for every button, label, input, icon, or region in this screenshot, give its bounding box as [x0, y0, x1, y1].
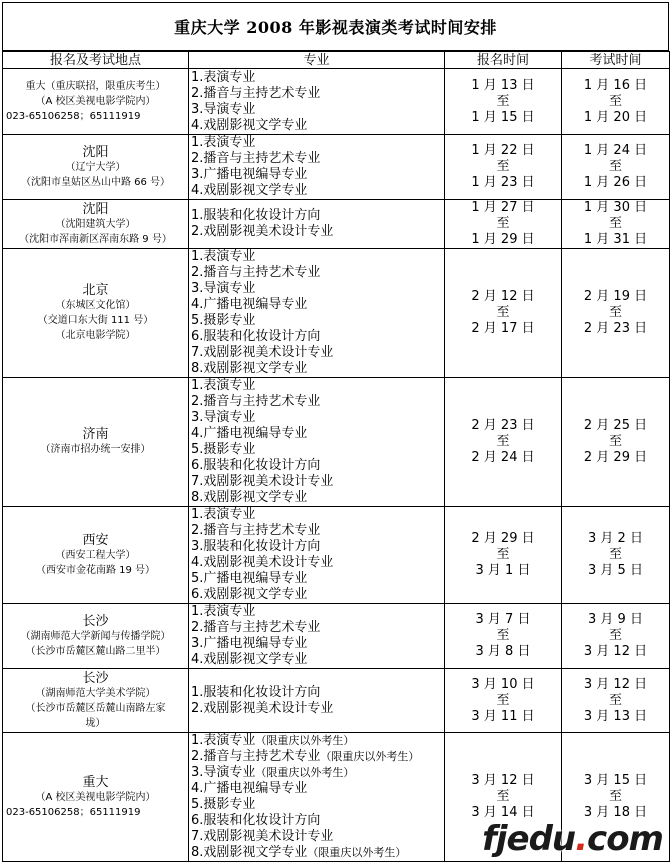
table-row — [3, 507, 670, 604]
date-separator: 至 — [608, 93, 622, 109]
exam-date-cell — [562, 69, 670, 135]
date-value: 3 月 15 日 — [583, 773, 648, 788]
date-separator: 至 — [608, 216, 622, 231]
location-detail: （东城区文化馆） — [55, 300, 136, 311]
major-item: 1.表演专业（限重庆以外考生） — [191, 733, 355, 748]
major-item: 1.表演专业 — [191, 507, 256, 522]
major-item: 2.戏剧影视美术设计专业 — [191, 224, 334, 239]
date-separator: 至 — [496, 692, 510, 708]
date-separator: 至 — [608, 159, 622, 174]
date-value: 1 月 29 日 — [471, 232, 535, 247]
date-value: 1 月 23 日 — [471, 175, 535, 190]
exam-date-cell — [562, 200, 670, 249]
location-cell — [3, 669, 189, 733]
major-item: 3.导演专业（限重庆以外考生） — [191, 765, 355, 780]
location-city: 沈阳 — [82, 201, 109, 217]
date-value: 1 月 31 日 — [583, 232, 648, 247]
date-separator: 至 — [496, 628, 510, 643]
table-row — [3, 669, 670, 733]
date-separator: 至 — [608, 305, 622, 320]
major-item: 4.戏剧影视文学专业 — [191, 183, 308, 198]
location-city: 北京 — [82, 283, 109, 298]
major-note: （限重庆以外考生） — [320, 750, 420, 763]
location-city: 西安 — [82, 532, 109, 548]
date-separator: 至 — [496, 305, 510, 320]
major-note: （限重庆以外考生） — [255, 766, 355, 779]
header-major: 专业 — [189, 52, 445, 69]
date-separator: 至 — [608, 628, 622, 643]
major-cell — [189, 249, 445, 378]
major-item: 2.播音与主持艺术专业 — [191, 394, 321, 409]
major-cell — [189, 378, 445, 507]
date-value: 1 月 15 日 — [471, 109, 535, 125]
date-value: 2 月 12 日 — [471, 289, 535, 304]
date-value: 2 月 19 日 — [583, 289, 648, 304]
location-detail: （沈阳市浑南新区浑南东路 9 号） — [19, 233, 172, 245]
date-value: 3 月 2 日 — [588, 531, 643, 546]
date-value: 3 月 12 日 — [583, 676, 648, 692]
major-item: 3.导演专业 — [191, 281, 256, 296]
major-item: 3.服装和化妆设计方向 — [191, 539, 321, 554]
date-value: 2 月 17 日 — [471, 321, 535, 336]
location-cell — [3, 507, 189, 604]
major-item: 3.广播电视编导专业 — [191, 167, 308, 182]
major-item: 1.表演专业 — [191, 378, 256, 393]
major-item: 2.播音与主持艺术专业 — [191, 151, 321, 166]
major-cell — [189, 69, 445, 135]
date-separator: 至 — [496, 434, 510, 449]
major-item: 5.摄影专业 — [191, 797, 256, 812]
major-item: 3.广播电视编导专业 — [191, 636, 308, 651]
location-detail: 023-65106258；65111919 — [6, 111, 141, 122]
major-item: 7.戏剧影视美术设计专业 — [191, 345, 334, 360]
major-item: 2.戏剧影视美术设计专业 — [191, 700, 334, 716]
header-exam-time: 考试时间 — [562, 52, 670, 69]
major-cell — [189, 604, 445, 669]
location-detail: （济南市招办统一安排） — [40, 444, 151, 455]
date-value: 3 月 14 日 — [471, 805, 535, 820]
major-item: 3.导演专业 — [191, 101, 256, 117]
major-item: 2.播音与主持艺术专业 — [191, 85, 321, 101]
schedule-table — [2, 51, 670, 862]
date-value: 2 月 24 日 — [471, 450, 535, 465]
location-detail: （长沙市岳麓区岳麓山南路左家 — [25, 702, 166, 714]
major-item: 4.戏剧影视文学专业 — [191, 652, 308, 667]
table-row — [3, 604, 670, 669]
major-item: 6.服装和化妆设计方向 — [191, 458, 321, 473]
date-value: 1 月 16 日 — [583, 77, 648, 93]
location-city: 济南 — [82, 427, 109, 442]
date-separator: 至 — [496, 93, 510, 109]
major-cell — [189, 135, 445, 200]
location-cell — [3, 135, 189, 200]
major-item: 5.广播电视编导专业 — [191, 571, 308, 586]
major-cell — [189, 200, 445, 249]
table-row — [3, 249, 670, 378]
exam-date-cell — [562, 378, 670, 507]
registration-date-cell — [445, 69, 562, 135]
registration-date-cell — [445, 200, 562, 249]
major-cell — [189, 507, 445, 604]
header-location: 报名及考试地点 — [3, 52, 189, 69]
location-detail: 023-65106258；65111919 — [6, 806, 141, 818]
location-detail: （西安工程大学） — [55, 549, 136, 561]
major-item: 4.戏剧影视美术设计专业 — [191, 555, 334, 570]
location-detail: 垅） — [85, 717, 106, 729]
major-item: 4.广播电视编导专业 — [191, 297, 308, 312]
major-item: 4.戏剧影视文学专业 — [191, 117, 308, 133]
major-item: 1.表演专业 — [191, 69, 256, 85]
date-value: 1 月 13 日 — [471, 77, 535, 93]
table-row — [3, 378, 670, 507]
date-value: 2 月 25 日 — [583, 418, 648, 433]
location-detail: （湖南师范大学美术学院） — [35, 687, 156, 699]
location-city: 长沙 — [82, 670, 109, 686]
table-row — [3, 69, 670, 135]
major-item: 1.表演专业 — [191, 135, 256, 150]
date-value: 1 月 26 日 — [583, 175, 648, 190]
registration-date-cell — [445, 135, 562, 200]
date-value: 2 月 23 日 — [471, 418, 535, 433]
exam-date-cell — [562, 135, 670, 200]
location-cell — [3, 69, 189, 135]
exam-date-cell — [562, 249, 670, 378]
location-cell — [3, 200, 189, 249]
title-text: 重庆大学 2008 年影视表演类考试时间安排 — [174, 18, 497, 37]
location-detail: （交道口东大街 111 号） — [37, 315, 154, 326]
date-value: 3 月 13 日 — [583, 708, 648, 724]
schedule-sheet — [2, 2, 669, 862]
location-city: 长沙 — [82, 613, 109, 629]
date-value: 1 月 22 日 — [471, 143, 535, 158]
registration-date-cell — [445, 378, 562, 507]
major-item: 7.戏剧影视美术设计专业 — [191, 829, 334, 844]
date-separator: 至 — [608, 789, 622, 804]
date-value: 3 月 18 日 — [583, 805, 648, 820]
date-value: 3 月 5 日 — [588, 563, 643, 578]
table-row — [3, 200, 670, 249]
major-item: 1.服装和化妆设计方向 — [191, 208, 321, 223]
major-item: 2.播音与主持艺术专业 — [191, 620, 321, 635]
major-item: 2.播音与主持艺术专业（限重庆以外考生） — [191, 749, 420, 764]
date-value: 2 月 29 日 — [583, 450, 648, 465]
location-detail: （北京电影学院） — [55, 330, 136, 341]
date-value: 3 月 9 日 — [588, 612, 643, 627]
exam-date-cell — [562, 604, 670, 669]
location-detail: （A 校区美视电影学院内） — [35, 96, 156, 107]
exam-date-cell — [562, 669, 670, 733]
date-separator: 至 — [496, 547, 510, 562]
major-item: 5.摄影专业 — [191, 442, 256, 457]
table-row — [3, 135, 670, 200]
location-detail: （西安市金花南路 19 号） — [35, 564, 156, 576]
location-detail: （湖南师范大学新闻与传播学院） — [20, 630, 171, 642]
registration-date-cell — [445, 249, 562, 378]
site-watermark: fjedu.com — [482, 819, 663, 859]
registration-date-cell — [445, 507, 562, 604]
major-item: 8.戏剧影视文学专业（限重庆以外考生） — [191, 845, 407, 860]
date-value: 3 月 1 日 — [475, 563, 531, 578]
major-item: 1.服装和化妆设计方向 — [191, 684, 321, 700]
major-item: 5.摄影专业 — [191, 313, 256, 328]
major-item: 7.戏剧影视美术设计专业 — [191, 474, 334, 489]
major-item: 4.广播电视编导专业 — [191, 781, 308, 796]
date-separator: 至 — [496, 159, 510, 174]
major-item: 6.服装和化妆设计方向 — [191, 329, 321, 344]
location-detail: （沈阳建筑大学） — [55, 218, 136, 230]
major-cell — [189, 733, 445, 862]
location-cell — [3, 378, 189, 507]
date-separator: 至 — [496, 789, 510, 804]
sheet-title — [2, 2, 669, 51]
major-item: 1.表演专业 — [191, 249, 256, 264]
date-separator: 至 — [496, 216, 510, 231]
schedule-body — [3, 69, 670, 862]
exam-date-cell — [562, 507, 670, 604]
date-value: 1 月 20 日 — [583, 109, 648, 125]
date-value: 2 月 29 日 — [471, 531, 535, 546]
date-separator: 至 — [608, 434, 622, 449]
header-row — [3, 52, 670, 69]
location-detail: （辽宁大学） — [65, 161, 126, 173]
location-detail: 重大（重庆联招，限重庆考生） — [25, 81, 166, 92]
major-item: 6.戏剧影视文学专业 — [191, 587, 308, 602]
date-separator: 至 — [608, 692, 622, 708]
date-value: 3 月 10 日 — [471, 676, 535, 692]
date-separator: 至 — [608, 547, 622, 562]
major-note: （限重庆以外考生） — [255, 734, 355, 747]
location-detail: （沈阳市皇姑区丛山中路 66 号） — [20, 176, 171, 188]
registration-date-cell — [445, 604, 562, 669]
major-note: （限重庆以外考生） — [307, 846, 407, 859]
location-detail: （长沙市岳麓区麓山路二里半） — [25, 645, 166, 657]
date-value: 3 月 8 日 — [475, 644, 531, 659]
registration-date-cell — [445, 669, 562, 733]
date-value: 2 月 23 日 — [583, 321, 648, 336]
location-cell — [3, 733, 189, 862]
date-value: 3 月 7 日 — [475, 612, 531, 627]
date-value: 3 月 12 日 — [583, 644, 648, 659]
major-item: 3.导演专业 — [191, 410, 256, 425]
date-value: 1 月 30 日 — [583, 200, 648, 215]
major-item: 2.播音与主持艺术专业 — [191, 523, 321, 538]
major-item: 6.服装和化妆设计方向 — [191, 813, 321, 828]
date-value: 1 月 27 日 — [471, 200, 535, 215]
location-detail: （A 校区美视电影学院内） — [35, 791, 156, 803]
location-city: 沈阳 — [82, 144, 109, 160]
header-reg-time: 报名时间 — [445, 52, 562, 69]
date-value: 1 月 24 日 — [583, 143, 648, 158]
location-city: 重大 — [82, 774, 109, 790]
date-value: 3 月 11 日 — [471, 708, 535, 724]
location-cell — [3, 249, 189, 378]
major-item: 8.戏剧影视文学专业 — [191, 361, 308, 376]
major-item: 8.戏剧影视文学专业 — [191, 490, 308, 505]
major-cell — [189, 669, 445, 733]
major-item: 1.表演专业 — [191, 604, 256, 619]
major-item: 2.播音与主持艺术专业 — [191, 265, 321, 280]
date-value: 3 月 12 日 — [471, 773, 535, 788]
major-item: 4.广播电视编导专业 — [191, 426, 308, 441]
location-cell — [3, 604, 189, 669]
